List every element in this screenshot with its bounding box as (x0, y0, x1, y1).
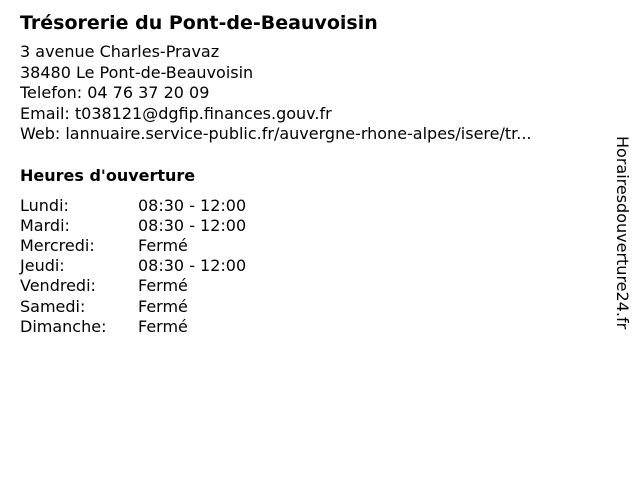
day-hours: Fermé (138, 235, 188, 255)
hours-row-saturday (20, 297, 246, 317)
hours-row-wednesday (20, 236, 246, 256)
hours-row-sunday (20, 317, 246, 337)
city-address: 38480 Le Pont-de-Beauvoisin (20, 62, 254, 82)
hours-row-tuesday (20, 216, 246, 236)
day-hours: 08:30 - 12:00 (138, 256, 247, 276)
day-label: Lundi: (20, 195, 69, 215)
office-card (20, 10, 610, 337)
day-label: Mardi: (20, 215, 70, 235)
day-label: Jeudi: (20, 256, 65, 276)
web-line: Web: lannuaire.service-public.fr/auvergne-rhone-alpes/isere/tr... (20, 124, 532, 143)
opening-hours-heading: Heures d'ouverture (20, 165, 196, 185)
hours-row-thursday (20, 256, 246, 276)
day-hours: Fermé (138, 316, 188, 336)
email-line: Email: t038121@dgfip.finances.gouv.fr (20, 103, 332, 123)
opening-hours-table (20, 196, 246, 337)
hours-row-friday (20, 276, 246, 296)
day-hours: Fermé (138, 296, 188, 316)
day-hours: 08:30 - 12:00 (138, 215, 247, 235)
day-label: Dimanche: (20, 316, 107, 336)
phone-line: Telefon: 04 76 37 20 09 (20, 83, 210, 102)
office-title: Trésorerie du Pont-de-Beauvoisin (20, 12, 378, 34)
day-label: Mercredi: (20, 235, 95, 255)
street-address: 3 avenue Charles-Pravaz (20, 42, 220, 61)
site-watermark: Horairesdouverture24.fr (613, 136, 632, 330)
day-label: Vendredi: (20, 276, 96, 296)
day-hours: Fermé (138, 276, 188, 296)
day-label: Samedi: (20, 296, 86, 316)
hours-row-monday (20, 196, 246, 216)
day-hours: 08:30 - 12:00 (138, 195, 247, 215)
